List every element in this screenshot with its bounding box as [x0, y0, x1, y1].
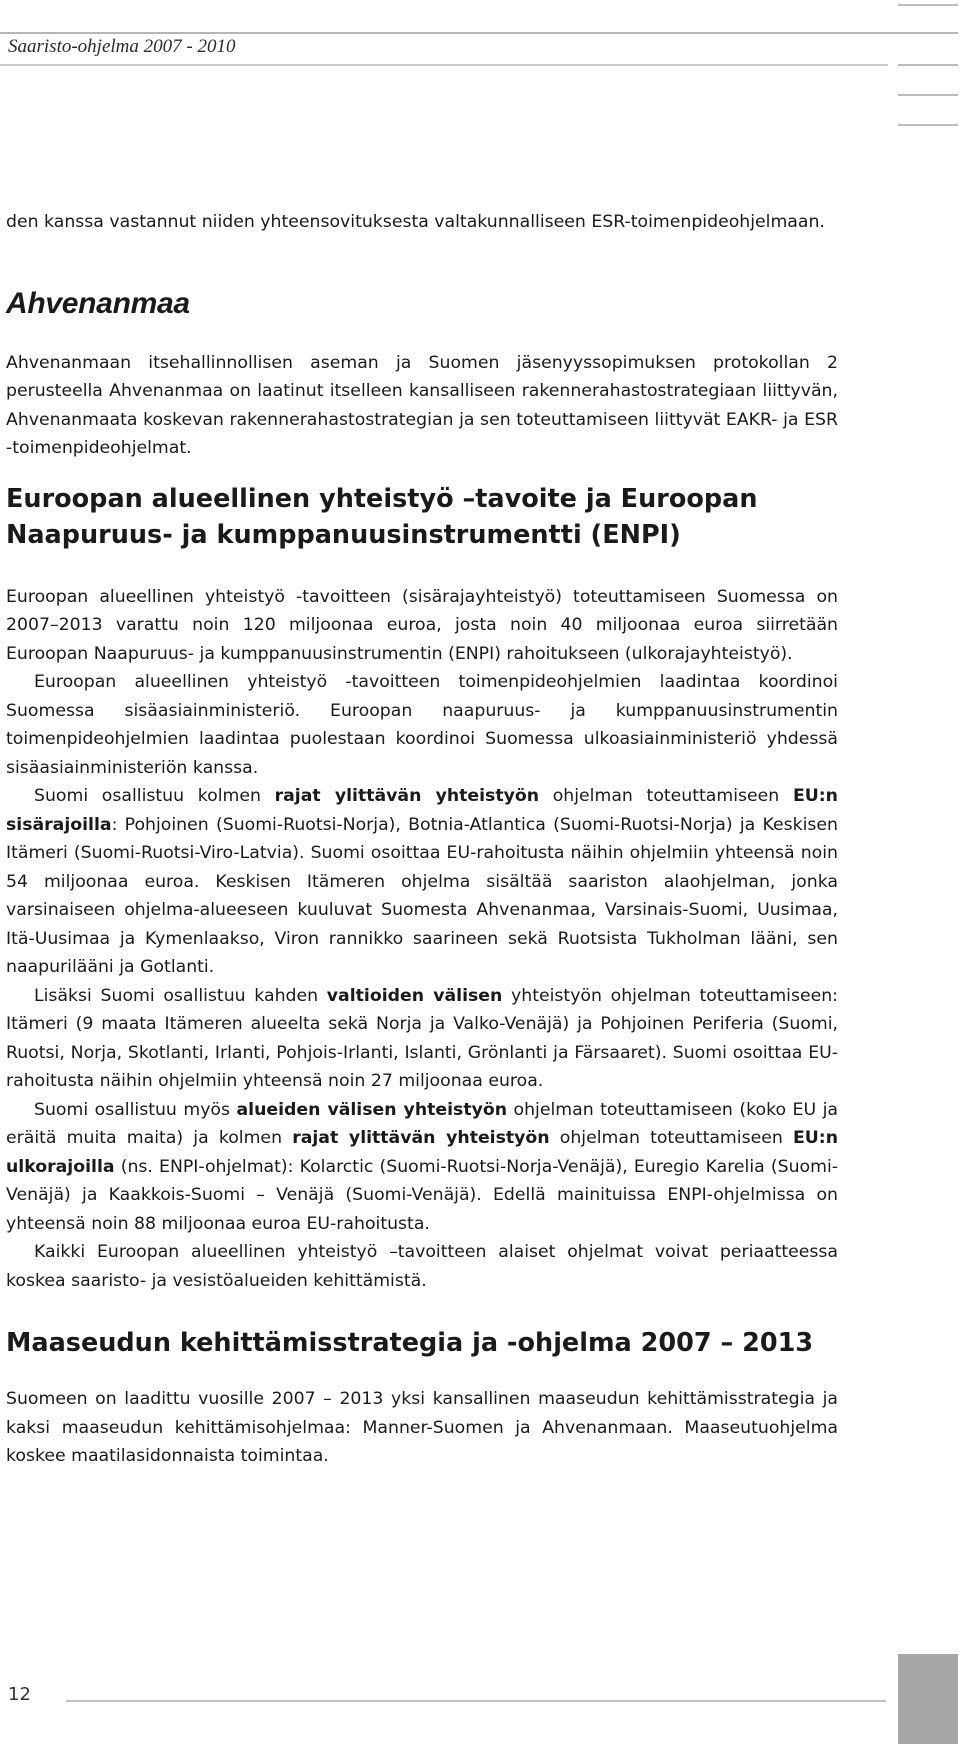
page-number: 12: [8, 1684, 31, 1705]
corner-tab: [898, 1654, 958, 1744]
maaseutu-paragraph: Suomeen on laadittu vuosille 2007 – 2013 yksi kansallinen maaseudun kehittämisstrategia ja kaksi maaseudun kehittämisohjelmaa: Manner-Suomen ja Ahvenanmaan. Maaseutuohjelma koskee maatilasidonnaista toimintaa.: [6, 1389, 838, 1466]
margin-rule: [898, 4, 958, 6]
enpi-paragraph-6: Kaikki Euroopan alueellinen yhteistyö –tavoitteen alaiset ohjelmat voivat periaatteessa koskea saaristo- ja vesistöalueiden kehittämistä.: [6, 1242, 838, 1291]
enpi-paragraph-3: Suomi osallistuu kolmen rajat ylittävän yhteistyön ohjelman toteuttamiseen EU:n sisärajoilla: Pohjoinen (Suomi-Ruotsi-Norja), Botnia-Atlantica (Suomi-Ruotsi-Norja) ja Keskisen Itämeri (Suomi-Ruotsi-Viro-Latvia). Suomi osoittaa EU-rahoitusta näihin ohjelmiin yhteensä noin 54 miljoonaa euroa. Keskisen Itämeren ohjelma sisältää saariston alaohjelman, jonka varsinaiseen ohjelma-alueeseen kuuluvat Suomesta Ahvenanmaa, Varsinais-Suomi, Uusimaa, Itä-Uusimaa ja Kymenlaakso, Viron rannikko saarineen sekä Ruotsista Tukholman lääni, sen naapurilääni ja Gotlanti.: [6, 786, 838, 977]
section-heading-enpi: Euroopan alueellinen yhteistyö –tavoite ja Euroopan Naapuruus- ja kumppanuusinstrumentti (ENPI): [6, 483, 758, 550]
margin-rule: [898, 64, 958, 66]
section-heading-maaseutu: Maaseudun kehittämisstrategia ja -ohjelma 2007 – 2013: [6, 1328, 814, 1358]
enpi-paragraph-4: Lisäksi Suomi osallistuu kahden valtioiden välisen yhteistyön ohjelman toteuttamiseen: Itämeri (9 maata Itämeren alueelta sekä Norja ja Valko-Venäjä) ja Pohjoinen Periferia (Suomi, Ruotsi, Norja, Skotlanti, Irlanti, Pohjois-Irlanti, Islanti, Grönlanti ja Färsaaret). Suomi osoittaa EU-rahoitusta näihin ohjelmiin yhteensä noin 27 miljoonaa euroa.: [6, 985, 838, 1091]
enpi-paragraph-1: Euroopan alueellinen yhteistyö -tavoitteen (sisärajayhteistyö) toteuttamiseen Suomessa on 2007–2013 varattu noin 120 miljoonaa euroa, josta noin 40 miljoonaa euroa siirretään Euroopan Naapuruus- ja kumppanuusinstrumentin (ENPI) rahoitukseen (ulkorajayhteistyö).: [6, 586, 838, 664]
enpi-paragraph-5: Suomi osallistuu myös alueiden välisen yhteistyön ohjelman toteuttamiseen (koko EU ja eräitä muita maita) ja kolmen rajat ylittävän yhteistyön ohjelman toteuttamiseen EU:n ulkorajoilla (ns. ENPI-ohjelmat): Kolarctic (Suomi-Ruotsi-Norja-Venäjä), Euregio Karelia (Suomi-Venäjä) ja Kaakkois-Suomi – Venäjä (Suomi-Venäjä). Edellä mainituissa ENPI-ohjelmissa on yhteensä noin 88 miljoonaa euroa EU-rahoitusta.: [6, 1099, 839, 1234]
intro-paragraph: den kanssa vastannut niiden yhteensovituksesta valtakunnalliseen ESR-toimenpideohjelmaan.: [6, 212, 825, 232]
margin-rule: [898, 124, 958, 126]
page-body: [6, 208, 838, 1471]
footer-rule: [66, 1700, 886, 1702]
enpi-paragraph-2: Euroopan alueellinen yhteistyö -tavoitteen toimenpideohjelmien laadintaa koordinoi Suomessa sisäasiainministeriö. Euroopan naapuruus- ja kumppanuusinstrumentin toimenpideohjelmien laadintaa puolestaan koordinoi Suomessa ulkoasiainministeriö yhdessä sisäasiainministeriön kanssa.: [6, 672, 838, 778]
margin-rule: [898, 94, 958, 96]
section-heading-ahvenanmaa: Ahvenanmaa: [6, 286, 190, 320]
header-underline: [0, 64, 888, 66]
header-rule: [0, 32, 958, 34]
ahvenanmaa-paragraph: Ahvenanmaan itsehallinnollisen aseman ja Suomen jäsenyyssopimuksen protokollan 2 perusteella Ahvenanmaa on laatinut itselleen kansalliseen rakennerahastostrategiaan liittyvän, Ahvenanmaata koskevan rakennerahastostrategian ja sen toteuttamiseen liittyvät EAKR- ja ESR -toimenpideohjelmat.: [6, 352, 838, 458]
running-header: Saaristo-ohjelma 2007 - 2010: [8, 36, 236, 57]
